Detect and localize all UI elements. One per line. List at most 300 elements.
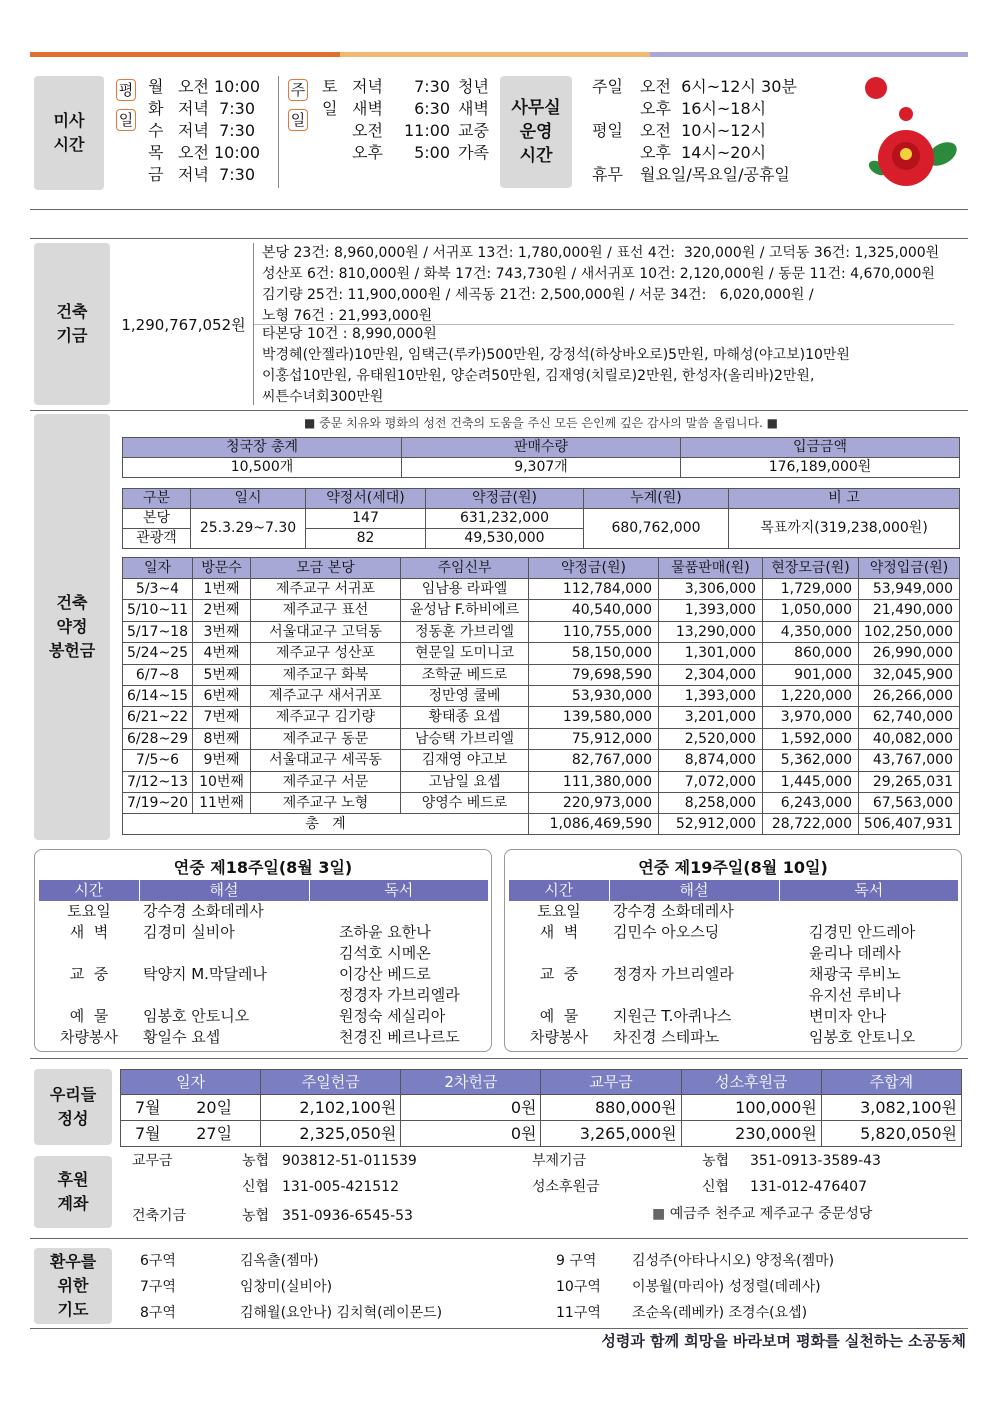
divider bbox=[30, 410, 968, 411]
account-a: 교무금 bbox=[132, 1153, 173, 1169]
visit-cell: 제주교구 김기량 bbox=[251, 707, 401, 728]
visit-cell: 102,250,000 bbox=[859, 621, 960, 642]
schedule-header: 해설 bbox=[139, 880, 309, 901]
weekday-row bbox=[148, 142, 260, 164]
sunday-row bbox=[322, 120, 489, 142]
visit-cell: 13,290,000 bbox=[659, 621, 763, 642]
account-e: 농협 bbox=[702, 1153, 730, 1169]
schedule-cell: 변미자 안나 bbox=[809, 1007, 887, 1025]
fund-line: 박경혜(안젤라)10만원, 임택근(루카)500만원, 강정석(하상바오로)5만원, 마해성(야고보)10만원 bbox=[262, 347, 850, 363]
visit-cell: 8번째 bbox=[193, 728, 251, 749]
schedule-cell bbox=[309, 901, 489, 922]
account-row bbox=[132, 1174, 962, 1200]
sunday-row bbox=[322, 76, 489, 98]
schedule-row bbox=[509, 1006, 959, 1027]
schedule-cell bbox=[609, 985, 779, 1006]
fund-line: 노형 76건 : 21,993,000원 bbox=[262, 308, 433, 324]
schedule-cell: 김경민 안드레아 bbox=[809, 923, 916, 941]
visit-cell: 5/17~18 bbox=[123, 621, 193, 642]
schedule-cell bbox=[509, 985, 609, 1006]
schedule-header-row bbox=[509, 880, 959, 901]
visit-cell: 40,540,000 bbox=[529, 600, 659, 621]
offering-cell: 3,082,100원 bbox=[821, 1095, 961, 1121]
divider bbox=[30, 1238, 968, 1239]
fund-total: 1,290,767,052원 bbox=[121, 315, 246, 334]
visit-cell: 901,000 bbox=[763, 664, 859, 685]
visit-cell: 82,767,000 bbox=[529, 750, 659, 771]
visit-cell: 53,949,000 bbox=[859, 579, 960, 600]
visit-cell: 79,698,590 bbox=[529, 664, 659, 685]
pledge-amount: 631,232,000 bbox=[426, 509, 584, 529]
visit-cell: 정만영 쿨베 bbox=[401, 686, 529, 707]
account-d: 부제기금 bbox=[532, 1153, 587, 1169]
office-row bbox=[592, 164, 797, 186]
schedule-row bbox=[509, 943, 959, 964]
visit-cell: 제주교구 화북 bbox=[251, 664, 401, 685]
visit-cell: 3,970,000 bbox=[763, 707, 859, 728]
visit-cell: 1번째 bbox=[193, 579, 251, 600]
schedule-box-right bbox=[504, 849, 962, 1052]
visit-cell: 현문일 도미니코 bbox=[401, 643, 529, 664]
schedule-cell: 탁양지 M.막달레나 bbox=[143, 965, 267, 983]
visit-total: 1,086,469,590 bbox=[529, 814, 659, 835]
visit-total: 28,722,000 bbox=[763, 814, 859, 835]
offering-header: 주일헌금 bbox=[261, 1070, 401, 1095]
visit-cell: 3번째 bbox=[193, 621, 251, 642]
visit-cell: 황태종 요셉 bbox=[401, 707, 529, 728]
visit-cell: 2,520,000 bbox=[659, 728, 763, 749]
pledge-type: 관광객 bbox=[123, 529, 191, 549]
visit-cell: 1,220,000 bbox=[763, 686, 859, 707]
visit-cell: 제주교구 새서귀포 bbox=[251, 686, 401, 707]
account-b: 신협 bbox=[242, 1179, 270, 1195]
schedule-cell bbox=[509, 943, 609, 964]
visit-cell: 2번째 bbox=[193, 600, 251, 621]
schedule-cell: 천경진 베르나르도 bbox=[339, 1028, 460, 1046]
offering-label: 우리들 정성 bbox=[34, 1069, 112, 1145]
schedule-cell: 윤리나 데레사 bbox=[809, 944, 901, 962]
offering-row bbox=[121, 1121, 962, 1147]
schedule-header: 해설 bbox=[609, 880, 779, 901]
visit-cell: 서울대교구 고덕동 bbox=[251, 621, 401, 642]
pledge-date: 25.3.29~7.30 bbox=[191, 509, 306, 549]
prayer-n2: 이봉월(마리아) 성정렬(데레사) bbox=[632, 1279, 821, 1295]
schedule-row bbox=[39, 964, 489, 985]
schedule-title: 연중 제19주일(8월 10일) bbox=[638, 858, 828, 877]
visit-cell: 7번째 bbox=[193, 707, 251, 728]
sunday-tag: 주 일 bbox=[288, 79, 308, 131]
visit-cell: 제주교구 동문 bbox=[251, 728, 401, 749]
sunday-time: 7:30 bbox=[414, 77, 450, 96]
schedule-cell: 황일수 요셉 bbox=[143, 1028, 221, 1046]
account-c: 131-005-421512 bbox=[282, 1179, 399, 1195]
account-row bbox=[132, 1148, 962, 1174]
visit-cell: 32,045,900 bbox=[859, 664, 960, 685]
mass-divider bbox=[278, 76, 279, 188]
visit-row bbox=[123, 793, 960, 814]
schedule-cell bbox=[139, 943, 309, 964]
schedule-cell: 이강산 베드로 bbox=[339, 965, 431, 983]
visit-cell: 제주교구 서문 bbox=[251, 771, 401, 792]
account-f: 351-0913-3589-43 bbox=[750, 1153, 881, 1169]
schedule-table bbox=[509, 880, 959, 1048]
fund-line: 타본당 10건 : 8,990,000원 bbox=[262, 326, 437, 342]
schedule-cell: 채광국 루비노 bbox=[809, 965, 901, 983]
visit-row bbox=[123, 728, 960, 749]
visit-cell: 8,874,000 bbox=[659, 750, 763, 771]
office-key: 주일 bbox=[592, 77, 623, 96]
visit-cell: 1,445,000 bbox=[763, 771, 859, 792]
schedule-row bbox=[39, 922, 489, 943]
visit-cell: 남승택 가브리엘 bbox=[401, 728, 529, 749]
schedule-cell: 김경미 실비아 bbox=[143, 923, 235, 941]
weekday-row bbox=[148, 164, 260, 186]
camellia-flower-icon bbox=[860, 70, 960, 190]
sales-header: 입금금액 bbox=[681, 438, 960, 458]
fund-line: 이홍섭10만원, 유태원10만원, 양순려50만원, 김재영(치릴로)2만원, 한성자(올리바)2만원, bbox=[262, 368, 815, 384]
pledge-summary-header: 비 고 bbox=[729, 489, 960, 509]
visit-cell: 1,729,000 bbox=[763, 579, 859, 600]
schedule-row bbox=[39, 1027, 489, 1048]
visit-cell: 6/21~22 bbox=[123, 707, 193, 728]
fund-line: 씨튼수녀회300만원 bbox=[262, 389, 384, 405]
schedule-cell: 예 물 bbox=[539, 1007, 579, 1025]
schedule-cell bbox=[609, 943, 779, 964]
schedule-cell: 강수경 소화데레사 bbox=[143, 902, 264, 920]
divider bbox=[30, 209, 968, 210]
prayer-z2: 10구역 bbox=[556, 1279, 601, 1295]
visit-cell: 제주교구 노형 bbox=[251, 793, 401, 814]
visit-cell: 3,306,000 bbox=[659, 579, 763, 600]
prayer-row bbox=[140, 1300, 960, 1326]
box-icon: ■ bbox=[652, 1206, 666, 1222]
sales-header-row bbox=[123, 438, 960, 458]
visit-cell: 1,050,000 bbox=[763, 600, 859, 621]
visit-row bbox=[123, 686, 960, 707]
visit-cell: 62,740,000 bbox=[859, 707, 960, 728]
schedule-header: 시간 bbox=[39, 880, 139, 901]
offering-cell: 2,325,050원 bbox=[261, 1121, 401, 1147]
schedule-row bbox=[39, 985, 489, 1006]
visit-header-row bbox=[123, 558, 960, 579]
visit-cell: 5/3~4 bbox=[123, 579, 193, 600]
fund-parish-lines bbox=[262, 243, 962, 327]
account-c: 351-0936-6545-53 bbox=[282, 1208, 413, 1224]
schedule-cell bbox=[779, 901, 959, 922]
weekday-row bbox=[148, 120, 260, 142]
visit-cell: 윤성남 F.하비에르 bbox=[401, 600, 529, 621]
visit-cell: 40,082,000 bbox=[859, 728, 960, 749]
visit-header: 약정금(원) bbox=[529, 558, 659, 579]
fund-line: 김기량 25건: 11,900,000원 / 세곡동 21건: 2,500,000원 / 서문 34건: 6,020,000원 / bbox=[262, 287, 814, 303]
pledge-summary-table bbox=[122, 488, 960, 549]
visit-header: 약정입금(원) bbox=[859, 558, 960, 579]
visit-cell: 6,243,000 bbox=[763, 793, 859, 814]
account-e: 신협 bbox=[702, 1179, 730, 1195]
visit-row bbox=[123, 771, 960, 792]
offering-cell: 100,000원 bbox=[681, 1095, 821, 1121]
sunday-row bbox=[322, 98, 489, 120]
visit-header: 일자 bbox=[123, 558, 193, 579]
schedule-cell: 강수경 소화데레사 bbox=[613, 902, 734, 920]
office-key: 휴무 bbox=[592, 165, 623, 184]
schedule-cell: 정경자 가브리엘라 bbox=[339, 986, 460, 1004]
visit-cell: 6번째 bbox=[193, 686, 251, 707]
pledge-summary-header: 누계(원) bbox=[584, 489, 729, 509]
schedule-row bbox=[39, 943, 489, 964]
schedule-cell: 토요일 bbox=[67, 902, 111, 920]
schedule-cell: 임봉호 안토니오 bbox=[809, 1028, 916, 1046]
schedule-cell: 김석호 시메온 bbox=[339, 944, 431, 962]
sales-value: 176,189,000원 bbox=[681, 458, 960, 478]
offering-table bbox=[120, 1069, 962, 1147]
weekday-row bbox=[148, 98, 260, 120]
schedule-header-row bbox=[39, 880, 489, 901]
sales-value: 9,307개 bbox=[402, 458, 681, 478]
office-key bbox=[592, 142, 640, 164]
schedule-row bbox=[39, 901, 489, 922]
sunday-time: 5:00 bbox=[414, 143, 450, 162]
sales-header: 청국장 총계 bbox=[123, 438, 402, 458]
sunday-group: 청년 bbox=[458, 77, 489, 96]
visit-cell: 860,000 bbox=[763, 643, 859, 664]
prayer-z2: 9 구역 bbox=[556, 1253, 597, 1269]
visit-cell: 제주교구 표선 bbox=[251, 600, 401, 621]
pledge-label: 건축 약정 봉헌금 bbox=[34, 414, 110, 840]
visit-cell: 67,563,000 bbox=[859, 793, 960, 814]
schedule-table bbox=[39, 880, 489, 1048]
pledge-summary-header: 약정서(세대) bbox=[306, 489, 426, 509]
prayer-list bbox=[140, 1248, 960, 1326]
schedule-cell: 토요일 bbox=[537, 902, 581, 920]
office-key: 평일 bbox=[592, 121, 623, 140]
visit-cell: 5번째 bbox=[193, 664, 251, 685]
offering-header: 성소후원금 bbox=[681, 1070, 821, 1095]
pledge-count: 82 bbox=[306, 529, 426, 549]
offering-cell: 0원 bbox=[401, 1095, 541, 1121]
prayer-z1: 6구역 bbox=[140, 1253, 176, 1269]
schedule-cell: 교 중 bbox=[69, 965, 109, 983]
office-row bbox=[592, 98, 797, 120]
divider bbox=[30, 1058, 968, 1059]
visit-cell: 8,258,000 bbox=[659, 793, 763, 814]
schedule-cell bbox=[39, 985, 139, 1006]
account-b: 농협 bbox=[242, 1153, 270, 1169]
sunday-slot: 저녁 bbox=[352, 77, 383, 96]
office-label: 사무실 운영 시간 bbox=[500, 76, 572, 188]
visit-header: 물품판매(원) bbox=[659, 558, 763, 579]
visit-cell: 6/7~8 bbox=[123, 664, 193, 685]
office-value: 오후 16시~18시 bbox=[640, 99, 767, 118]
visit-row bbox=[123, 750, 960, 771]
prayer-n1: 임창미(실비아) bbox=[240, 1279, 333, 1295]
fund-line: 본당 23건: 8,960,000원 / 서귀포 13건: 1,780,000원 / 표선 4건: 320,000원 / 고덕동 36건: 1,325,000원 bbox=[262, 245, 940, 261]
sales-table bbox=[122, 437, 960, 478]
visit-cell: 김재영 야고보 bbox=[401, 750, 529, 771]
office-value: 오후 14시~20시 bbox=[640, 143, 767, 162]
weekday-day: 월 bbox=[148, 77, 164, 96]
offering-cell: 3,265,000원 bbox=[541, 1121, 681, 1147]
offering-header: 교무금 bbox=[541, 1070, 681, 1095]
offering-header: 2차헌금 bbox=[401, 1070, 541, 1095]
schedule-cell bbox=[39, 943, 139, 964]
visit-cell: 7/12~13 bbox=[123, 771, 193, 792]
prayer-label: 환우를 위한 기도 bbox=[34, 1248, 112, 1324]
visit-cell: 양영수 베드로 bbox=[401, 793, 529, 814]
schedule-cell: 차량봉사 bbox=[530, 1028, 588, 1046]
visit-cell: 7,072,000 bbox=[659, 771, 763, 792]
offering-header: 일자 bbox=[121, 1070, 261, 1095]
office-value: 월요일/목요일/공휴일 bbox=[640, 165, 790, 184]
prayer-z1: 7구역 bbox=[140, 1279, 176, 1295]
sales-header: 판매수량 bbox=[402, 438, 681, 458]
weekday-row bbox=[148, 76, 260, 98]
pledge-amount: 49,530,000 bbox=[426, 529, 584, 549]
fund-total-box bbox=[114, 243, 254, 405]
schedule-cell: 유지선 루비나 bbox=[809, 986, 901, 1004]
offering-row bbox=[121, 1095, 962, 1121]
top-color-bar bbox=[30, 52, 968, 57]
fund-line: 성산포 6건: 810,000원 / 화북 17건: 743,730원 / 새서귀포 10건: 2,120,000원 / 동문 11건: 4,670,000원 bbox=[262, 266, 935, 282]
schedule-row bbox=[509, 964, 959, 985]
pledge-summary-header: 구분 bbox=[123, 489, 191, 509]
visit-row bbox=[123, 600, 960, 621]
visit-cell: 5,362,000 bbox=[763, 750, 859, 771]
sunday-slot: 오전 bbox=[352, 121, 383, 140]
weekday-time: 오전 10:00 bbox=[178, 143, 261, 162]
offering-cell: 5,820,050원 bbox=[821, 1121, 961, 1147]
schedule-header: 독서 bbox=[309, 880, 489, 901]
prayer-n2: 김성주(아타나시오) 양정옥(젬마) bbox=[632, 1253, 835, 1269]
account-a: 건축기금 bbox=[132, 1208, 187, 1224]
visit-cell: 26,266,000 bbox=[859, 686, 960, 707]
visit-cell: 1,592,000 bbox=[763, 728, 859, 749]
office-value: 오전 6시~12시 30분 bbox=[640, 77, 797, 96]
schedule-header: 시간 bbox=[509, 880, 609, 901]
schedule-row bbox=[509, 901, 959, 922]
pledge-total: 680,762,000 bbox=[584, 509, 729, 549]
schedule-header: 독서 bbox=[779, 880, 959, 901]
visit-cell: 26,990,000 bbox=[859, 643, 960, 664]
schedule-cell: 예 물 bbox=[69, 1007, 109, 1025]
accounts-label: 후원 계좌 bbox=[34, 1156, 112, 1228]
visit-cell: 3,201,000 bbox=[659, 707, 763, 728]
visit-cell: 110,755,000 bbox=[529, 621, 659, 642]
weekday-mass-list bbox=[148, 76, 260, 186]
sales-value-row bbox=[123, 458, 960, 478]
weekday-time: 오전 10:00 bbox=[178, 77, 261, 96]
weekday-time: 저녁 7:30 bbox=[178, 165, 256, 184]
weekday-time: 저녁 7:30 bbox=[178, 121, 256, 140]
schedule-cell: 임봉호 안토니오 bbox=[143, 1007, 250, 1025]
pledge-summary-header: 약정금(원) bbox=[426, 489, 584, 509]
visit-cell: 11번째 bbox=[193, 793, 251, 814]
sunday-mass-list bbox=[322, 76, 489, 164]
schedule-row bbox=[509, 922, 959, 943]
visit-total-row bbox=[123, 814, 960, 835]
schedule-row bbox=[39, 1006, 489, 1027]
schedule-cell: 교 중 bbox=[539, 965, 579, 983]
office-hours bbox=[592, 76, 797, 186]
offering-cell: 7월 20일 bbox=[121, 1095, 261, 1121]
visit-header: 모금 본당 bbox=[251, 558, 401, 579]
sunday-day: 토 bbox=[322, 77, 338, 96]
offering-header-row bbox=[121, 1070, 962, 1095]
visit-cell: 4,350,000 bbox=[763, 621, 859, 642]
prayer-n2: 조순옥(레베카) 조경수(요셉) bbox=[632, 1305, 808, 1321]
visit-header: 주임신부 bbox=[401, 558, 529, 579]
account-a bbox=[132, 1174, 242, 1200]
visit-cell: 임남용 라파엘 bbox=[401, 579, 529, 600]
schedule-cell: 새 벽 bbox=[539, 923, 579, 941]
visit-cell: 58,150,000 bbox=[529, 643, 659, 664]
visit-cell: 75,912,000 bbox=[529, 728, 659, 749]
visit-cell: 6/28~29 bbox=[123, 728, 193, 749]
visit-cell: 53,930,000 bbox=[529, 686, 659, 707]
thanks-notice: ■ 중문 치유와 평화의 성전 건축의 도움을 주신 모든 은인께 깊은 감사의 말씀 올립니다. ■ bbox=[303, 416, 779, 430]
offering-header: 주합계 bbox=[821, 1070, 961, 1095]
footer-motto: 성령과 함께 희망을 바라보며 평화를 실천하는 소공동체 bbox=[601, 1332, 966, 1350]
account-holder-text: 예금주 천주교 제주교구 중문성당 bbox=[669, 1206, 873, 1222]
visit-header: 현장모금(원) bbox=[763, 558, 859, 579]
sunday-group: 새벽 bbox=[458, 99, 489, 118]
visit-cell: 2,304,000 bbox=[659, 664, 763, 685]
visit-cell: 5/10~11 bbox=[123, 600, 193, 621]
visit-total-label: 총 계 bbox=[123, 814, 529, 835]
schedule-title: 연중 제18주일(8월 3일) bbox=[173, 858, 353, 877]
sunday-day bbox=[322, 120, 352, 142]
account-f: 131-012-476407 bbox=[750, 1179, 867, 1195]
visit-cell: 43,767,000 bbox=[859, 750, 960, 771]
visit-cell: 고남일 요셉 bbox=[401, 771, 529, 792]
schedule-cell: 원정숙 세실리아 bbox=[339, 1007, 446, 1025]
visit-cell: 112,784,000 bbox=[529, 579, 659, 600]
sunday-slot: 새벽 bbox=[352, 99, 383, 118]
visit-cell: 1,393,000 bbox=[659, 686, 763, 707]
schedule-row bbox=[509, 1027, 959, 1048]
offering-cell: 2,102,100원 bbox=[261, 1095, 401, 1121]
prayer-row bbox=[140, 1248, 960, 1274]
schedule-box-left bbox=[34, 849, 492, 1052]
sunday-slot: 오후 bbox=[352, 143, 383, 162]
visit-row bbox=[123, 643, 960, 664]
weekday-tag: 평 일 bbox=[116, 79, 136, 131]
schedule-cell: 김민수 아오스딩 bbox=[613, 923, 720, 941]
fund-label: 건축 기금 bbox=[34, 243, 110, 405]
visit-cell: 10번째 bbox=[193, 771, 251, 792]
office-row bbox=[592, 76, 797, 98]
divider bbox=[30, 238, 968, 239]
schedule-row bbox=[509, 985, 959, 1006]
prayer-row bbox=[140, 1274, 960, 1300]
visit-total: 52,912,000 bbox=[659, 814, 763, 835]
schedule-cell: 조하윤 요한나 bbox=[339, 923, 431, 941]
office-row bbox=[592, 142, 797, 164]
sales-value: 10,500개 bbox=[123, 458, 402, 478]
weekday-day: 화 bbox=[148, 99, 164, 118]
visit-cell: 1,301,000 bbox=[659, 643, 763, 664]
office-value: 오전 10시~12시 bbox=[640, 121, 767, 140]
visit-header: 방문수 bbox=[193, 558, 251, 579]
visit-total: 506,407,931 bbox=[859, 814, 960, 835]
visit-cell: 조학균 베드로 bbox=[401, 664, 529, 685]
visit-cell: 5/24~25 bbox=[123, 643, 193, 664]
account-c: 903812-51-011539 bbox=[282, 1153, 417, 1169]
prayer-n1: 김해월(요안나) 김치혁(레이몬드) bbox=[240, 1305, 443, 1321]
prayer-z1: 8구역 bbox=[140, 1305, 176, 1321]
visit-cell: 7/19~20 bbox=[123, 793, 193, 814]
pledge-summary-row bbox=[123, 509, 960, 529]
